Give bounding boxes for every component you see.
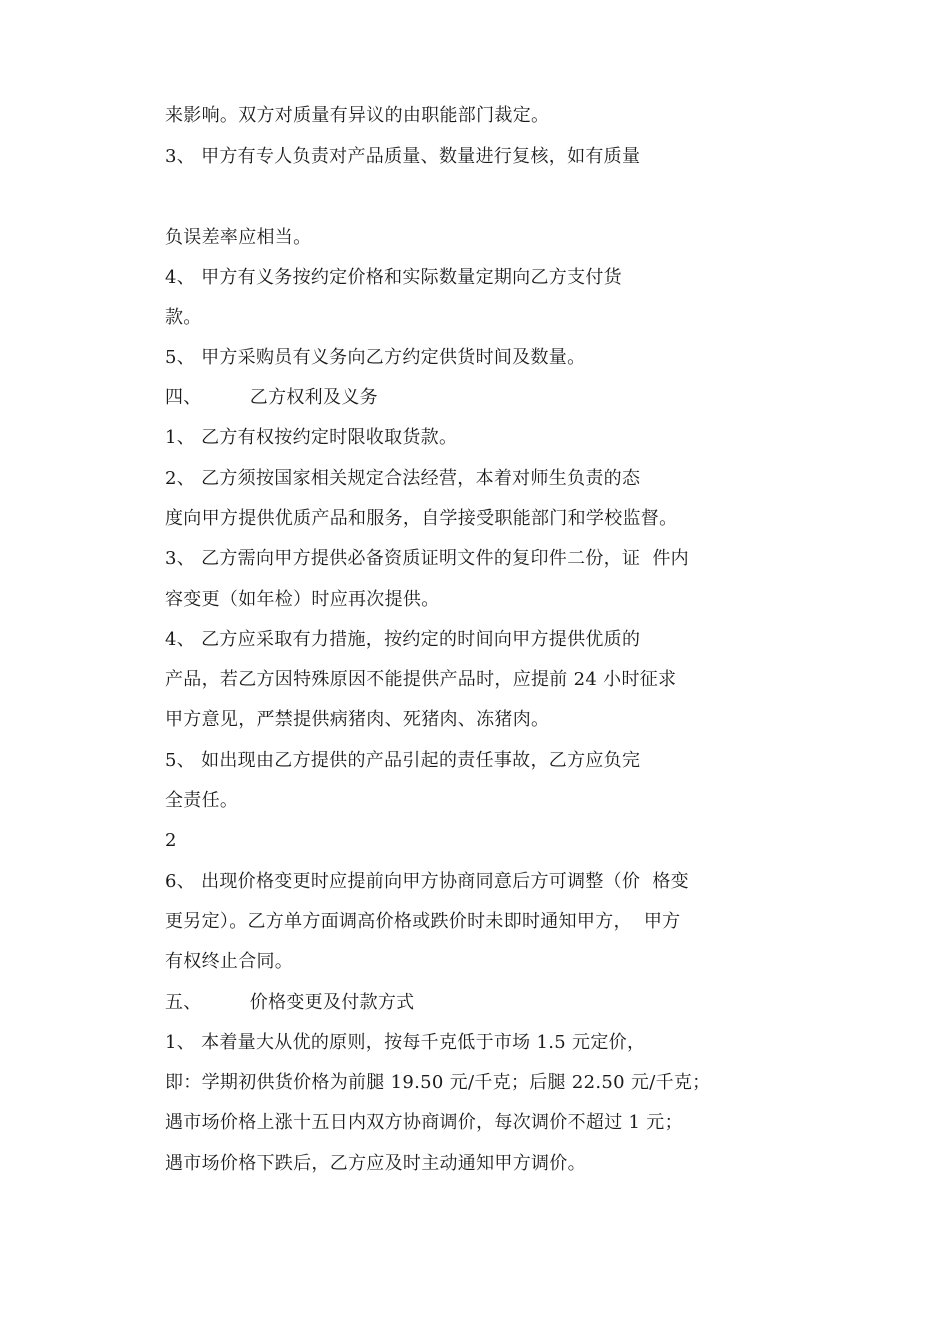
text-line: 4、 乙方应采取有力措施，按约定的时间向甲方提供优质的 — [165, 629, 641, 650]
text-line: 6、 出现价格变更时应提前向甲方协商同意后方可调整（价 格变 — [165, 871, 689, 892]
text-line: 甲方意见，严禁提供病猪肉、死猪肉、冻猪肉。 — [165, 709, 550, 730]
text-line: 5、 如出现由乙方提供的产品引起的责任事故，乙方应负完 — [165, 750, 641, 771]
text-line: 3、 乙方需向甲方提供必备资质证明文件的复印件二份，证 件内 — [165, 548, 689, 569]
section-heading: 五、 价格变更及付款方式 — [165, 992, 415, 1013]
text-line: 2、 乙方须按国家相关规定合法经营，本着对师生负责的态 — [165, 468, 641, 489]
text-line: 负误差率应相当。 — [165, 227, 312, 248]
text-line: 1、 乙方有权按约定时限收取货款。 — [165, 427, 458, 448]
text-line: 1、 本着量大从优的原则，按每千克低于市场 1.5 元定价， — [165, 1032, 646, 1053]
text-line: 款。 — [165, 307, 202, 328]
page-number: 2 — [165, 830, 177, 851]
text-line: 即：学期初供货价格为前腿 19.50 元/千克；后腿 22.50 元/千克； — [165, 1072, 711, 1093]
text-line: 更另定）。乙方单方面调高价格或跌价时未即时通知甲方， 甲方 — [165, 911, 681, 932]
section-heading: 四、 乙方权利及义务 — [165, 387, 378, 408]
text-line: 来影响。双方对质量有异议的由职能部门裁定。 — [165, 105, 550, 126]
text-line: 有权终止合同。 — [165, 951, 294, 972]
text-line: 3、 甲方有专人负责对产品质量、数量进行复核，如有质量 — [165, 146, 641, 167]
text-line: 遇市场价格上涨十五日内双方协商调价，每次调价不超过 1 元； — [165, 1112, 683, 1133]
text-line: 容变更（如年检）时应再次提供。 — [165, 589, 440, 610]
text-line: 产品，若乙方因特殊原因不能提供产品时，应提前 24 小时征求 — [165, 669, 677, 690]
text-line: 遇市场价格下跌后，乙方应及时主动通知甲方调价。 — [165, 1153, 586, 1174]
text-line: 5、 甲方采购员有义务向乙方约定供货时间及数量。 — [165, 347, 586, 368]
text-line: 全责任。 — [165, 790, 239, 811]
text-line: 4、 甲方有义务按约定价格和实际数量定期向乙方支付货 — [165, 267, 622, 288]
text-line: 度向甲方提供优质产品和服务，自学接受职能部门和学校监督。 — [165, 508, 678, 529]
